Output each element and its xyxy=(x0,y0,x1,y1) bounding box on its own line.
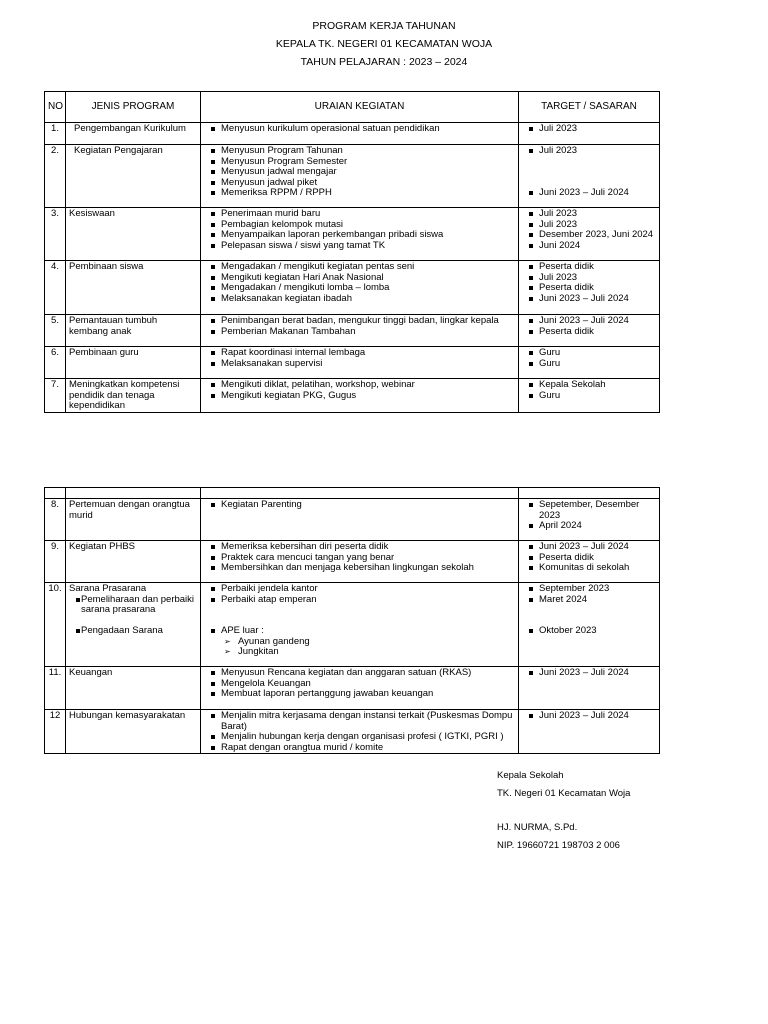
activity-cell xyxy=(201,261,519,315)
program-cell xyxy=(66,583,201,667)
list-item: Kepala Sekolah xyxy=(522,380,656,391)
row-number: 12 xyxy=(45,710,66,754)
list-item: Pengadaan Sarana xyxy=(69,626,197,637)
activity-cell xyxy=(201,123,519,145)
document-subtitle-school: KEPALA TK. NEGERI 01 KECAMATAN WOJA xyxy=(275,38,493,50)
table-row xyxy=(45,145,660,208)
list-item: Rapat koordinasi internal lembaga xyxy=(204,348,515,359)
list-item: Peserta didik xyxy=(522,553,656,564)
document-title: PROGRAM KERJA TAHUNAN xyxy=(312,20,456,32)
program-table-1 xyxy=(44,91,660,413)
row-number: 8. xyxy=(45,499,66,541)
activity-cell xyxy=(201,499,519,541)
row-number: 5. xyxy=(45,315,66,347)
list-item: Rapat dengan orangtua murid / komite xyxy=(204,743,515,754)
list-item: Peserta didik xyxy=(522,327,656,338)
row-number: 4. xyxy=(45,261,66,315)
row-number: 11. xyxy=(45,667,66,710)
list-item: Memeriksa RPPM / RPPH xyxy=(204,188,515,199)
row-number: 7. xyxy=(45,379,66,413)
target-cell xyxy=(519,145,660,208)
target-cell xyxy=(519,667,660,710)
row-number: 10. xyxy=(45,583,66,667)
program-name: Pembinaan siswa xyxy=(66,261,201,315)
list-item: Menjalin hubungan kerja dengan organisasi profesi ( IGTKI, PGRI ) xyxy=(204,732,515,743)
program-name: Kegiatan PHBS xyxy=(66,541,201,583)
row-number: 1. xyxy=(45,123,66,145)
list-item: September 2023 xyxy=(522,584,656,595)
list-item: Mengikuti kegiatan PKG, Gugus xyxy=(204,391,515,402)
list-item: Juli 2023 xyxy=(522,124,656,135)
list-item: Juli 2023 xyxy=(522,209,656,220)
program-name: Kegiatan Pengajaran xyxy=(66,145,201,208)
table-row xyxy=(45,261,660,315)
target-cell xyxy=(519,583,660,667)
list-item: Praktek cara mencuci tangan yang benar xyxy=(204,553,515,564)
list-item: Melaksanakan kegiatan ibadah xyxy=(204,294,515,305)
list-item: Menyampaikan laporan perkembangan pribadi siswa xyxy=(204,230,515,241)
list-item: Memeriksa kebersihan diri peserta didik xyxy=(204,542,515,553)
list-item: April 2024 xyxy=(522,521,656,532)
list-item: Menyusun kurikulum operasional satuan pendidikan xyxy=(204,124,515,135)
table-row xyxy=(45,499,660,541)
activity-cell xyxy=(201,315,519,347)
program-name: Meningkatkan kompetensi pendidik dan tenaga kependidikan xyxy=(66,379,201,413)
list-item: Maret 2024 xyxy=(522,595,656,606)
list-item: Menjalin mitra kerjasama dengan instansi terkait (Puskesmas Dompu Barat) xyxy=(204,711,515,732)
list-item: Mengikuti kegiatan Hari Anak Nasional xyxy=(204,273,515,284)
list-item: Pembagian kelompok mutasi xyxy=(204,220,515,231)
list-item: Membuat laporan pertanggung jawaban keuangan xyxy=(204,689,515,700)
target-cell xyxy=(519,541,660,583)
list-item: Oktober 2023 xyxy=(522,626,656,637)
list-item: Juni 2023 – Juli 2024 xyxy=(522,188,656,199)
list-item: Sepetember, Desember 2023 xyxy=(522,500,656,521)
list-item: Juni 2023 – Juli 2024 xyxy=(522,294,656,305)
list-item: ➢ Jungkitan xyxy=(204,647,515,658)
list-item: Juni 2024 xyxy=(522,241,656,252)
list-item: Juli 2023 xyxy=(522,273,656,284)
table-row xyxy=(45,541,660,583)
document-subtitle-year: TAHUN PELAJARAN : 2023 – 2024 xyxy=(300,56,468,68)
list-item: Guru xyxy=(522,391,656,402)
table-blank-row xyxy=(45,488,660,499)
list-item: Melaksanakan supervisi xyxy=(204,359,515,370)
target-cell xyxy=(519,347,660,379)
row-number: 9. xyxy=(45,541,66,583)
program-name: Kesiswaan xyxy=(66,208,201,261)
signature-nip: NIP. 19660721 198703 2 006 xyxy=(497,840,620,851)
list-item: Pemeliharaan dan perbaiki sarana prasarana xyxy=(69,595,197,616)
activity-cell xyxy=(201,667,519,710)
list-item: Penerimaan murid baru xyxy=(204,209,515,220)
list-item: Menyusun Rencana kegiatan dan anggaran satuan (RKAS) xyxy=(204,668,515,679)
row-number: 6. xyxy=(45,347,66,379)
list-item: Kegiatan Parenting xyxy=(204,500,515,511)
table-row xyxy=(45,315,660,347)
list-item: Menyusun jadwal mengajar xyxy=(204,167,515,178)
program-name: Keuangan xyxy=(66,667,201,710)
list-item: Juli 2023 xyxy=(522,220,656,231)
table-row xyxy=(45,583,660,667)
list-item: ➢ Ayunan gandeng xyxy=(204,637,515,648)
list-item: Peserta didik xyxy=(522,262,656,273)
header-target: TARGET / SASARAN xyxy=(519,92,660,123)
list-item: Juni 2023 – Juli 2024 xyxy=(522,668,656,679)
activity-cell xyxy=(201,347,519,379)
target-cell xyxy=(519,499,660,541)
program-name: Pemantauan tumbuh kembang anak xyxy=(66,315,201,347)
list-item: Peserta didik xyxy=(522,283,656,294)
list-item: Desember 2023, Juni 2024 xyxy=(522,230,656,241)
activity-cell xyxy=(201,583,519,667)
target-cell xyxy=(519,261,660,315)
list-item: Juli 2023 xyxy=(522,146,656,157)
row-number: 2. xyxy=(45,145,66,208)
header-jenis-program: JENIS PROGRAM xyxy=(66,92,201,123)
target-cell xyxy=(519,123,660,145)
table-row xyxy=(45,379,660,413)
program-name: Pertemuan dengan orangtua murid xyxy=(66,499,201,541)
target-cell xyxy=(519,315,660,347)
table-row xyxy=(45,208,660,261)
list-item: Menyusun Program Semester xyxy=(204,157,515,168)
table-row xyxy=(45,347,660,379)
table-header-row xyxy=(45,92,660,123)
activity-cell xyxy=(201,541,519,583)
list-item: Juni 2023 – Juli 2024 xyxy=(522,711,656,722)
list-item: Menyusun Program Tahunan xyxy=(204,146,515,157)
list-item: Juni 2023 – Juli 2024 xyxy=(522,316,656,327)
list-item: Mengikuti diklat, pelatihan, workshop, webinar xyxy=(204,380,515,391)
signature-role: Kepala Sekolah xyxy=(497,770,564,781)
program-name: Hubungan kemasyarakatan xyxy=(66,710,201,754)
signature-name: HJ. NURMA, S.Pd. xyxy=(497,822,578,833)
list-item: Pemberian Makanan Tambahan xyxy=(204,327,515,338)
activity-cell xyxy=(201,379,519,413)
list-item: Mengadakan / mengikuti lomba – lomba xyxy=(204,283,515,294)
list-item: Guru xyxy=(522,359,656,370)
table-row xyxy=(45,710,660,754)
list-item: Penimbangan berat badan, mengukur tinggi badan, lingkar kepala xyxy=(204,316,515,327)
header-uraian-kegiatan: URAIAN KEGIATAN xyxy=(201,92,519,123)
list-item: Komunitas di sekolah xyxy=(522,563,656,574)
list-item: Perbaiki jendela kantor xyxy=(204,584,515,595)
signature-school: TK. Negeri 01 Kecamatan Woja xyxy=(497,788,631,799)
activity-cell xyxy=(201,208,519,261)
program-name: Pembinaan guru xyxy=(66,347,201,379)
list-item: APE luar : xyxy=(204,626,515,637)
target-cell xyxy=(519,379,660,413)
list-item: Mengelola Keuangan xyxy=(204,679,515,690)
activity-cell xyxy=(201,710,519,754)
target-cell xyxy=(519,710,660,754)
program-name: Pengembangan Kurikulum xyxy=(66,123,201,145)
program-name: Sarana Prasarana xyxy=(69,583,147,594)
list-item: Membersihkan dan menjaga kebersihan lingkungan sekolah xyxy=(204,563,515,574)
table-row xyxy=(45,123,660,145)
list-item: Juni 2023 – Juli 2024 xyxy=(522,542,656,553)
row-number: 3. xyxy=(45,208,66,261)
program-table-2 xyxy=(44,487,660,754)
list-item: Menyusun jadwal piket xyxy=(204,178,515,189)
list-item: Perbaiki atap emperan xyxy=(204,595,515,606)
header-no: NO xyxy=(45,92,66,123)
target-cell xyxy=(519,208,660,261)
table-row xyxy=(45,667,660,710)
list-item: Mengadakan / mengikuti kegiatan pentas seni xyxy=(204,262,515,273)
list-item: Pelepasan siswa / siswi yang tamat TK xyxy=(204,241,515,252)
activity-cell xyxy=(201,145,519,208)
list-item: Guru xyxy=(522,348,656,359)
